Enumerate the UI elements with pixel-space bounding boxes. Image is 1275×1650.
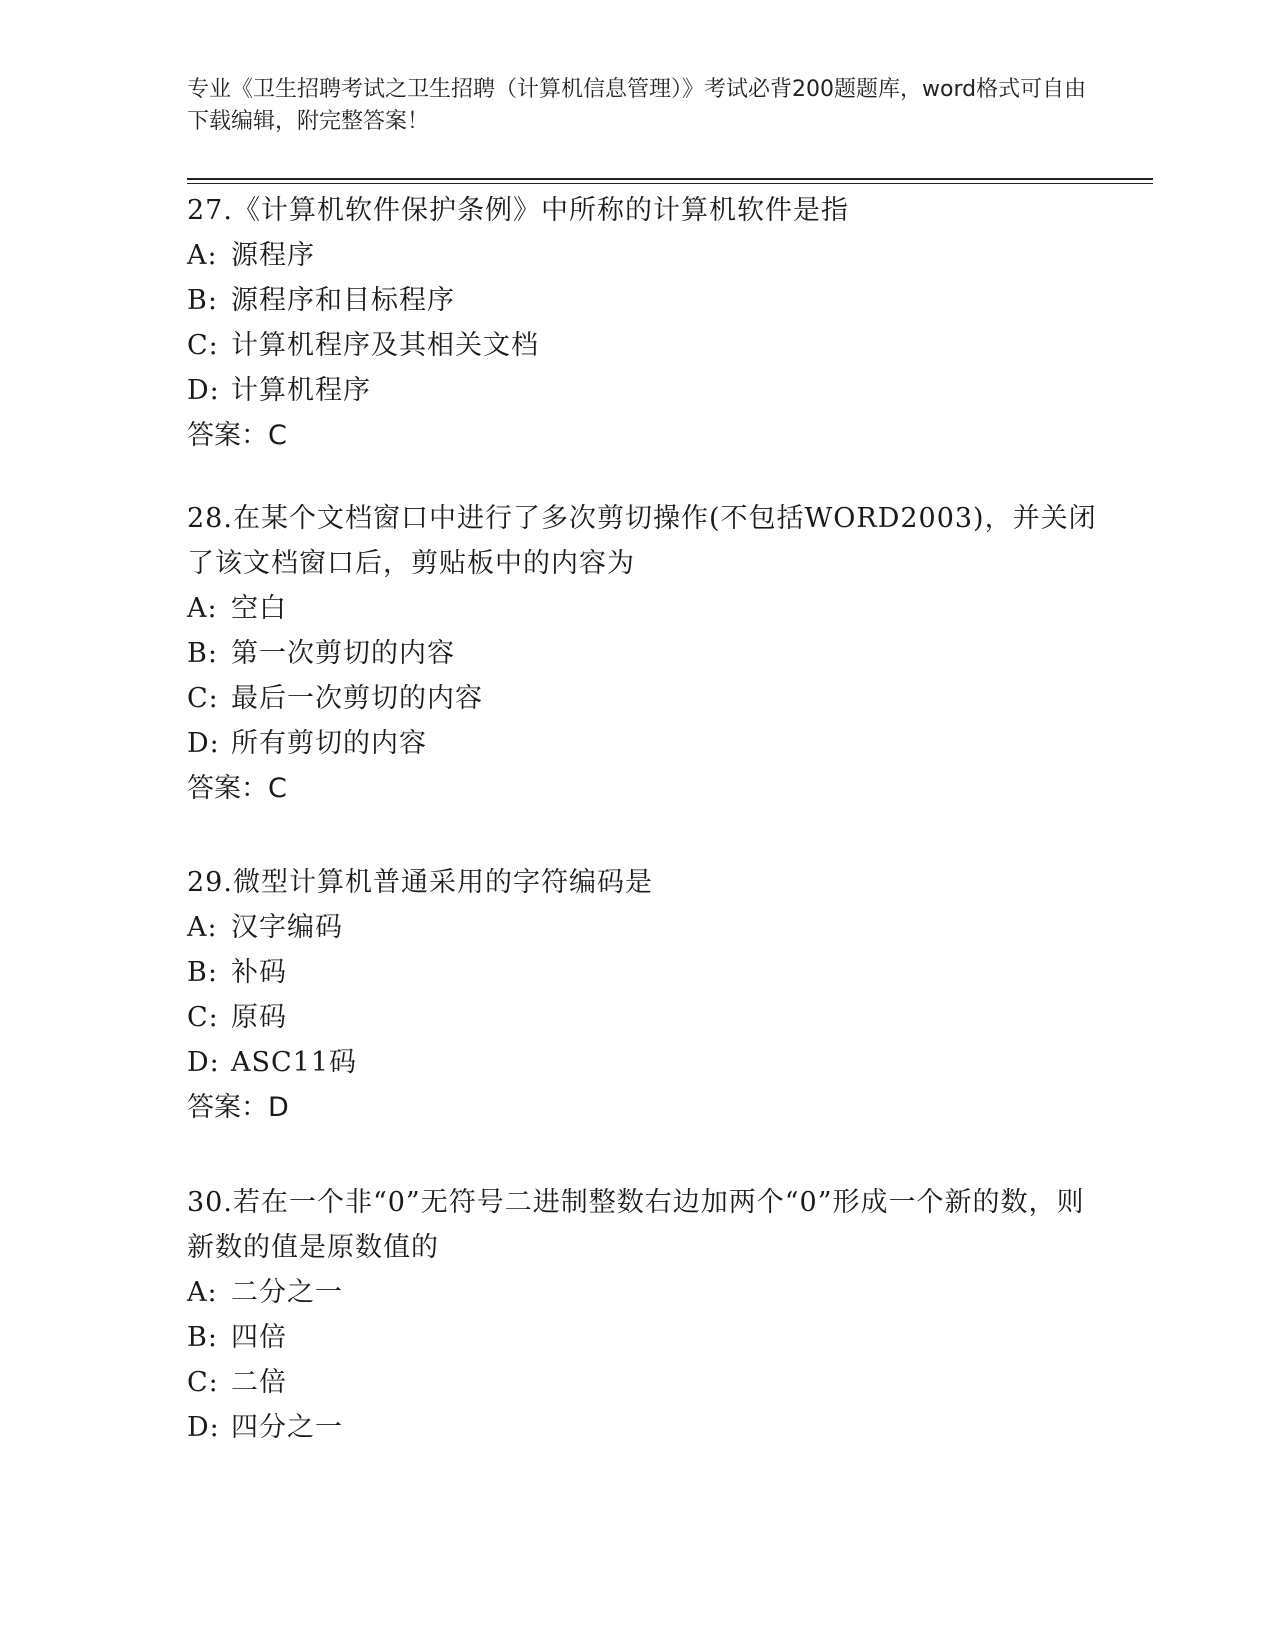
option-text: 四倍 (231, 1322, 287, 1353)
option-text: 所有剪切的内容 (231, 728, 427, 759)
option-text: 补码 (231, 957, 287, 988)
option-letter: C: (187, 1002, 219, 1033)
option-b (187, 278, 1097, 323)
option-letter: D: (187, 1412, 220, 1443)
option-text: 计算机程序 (231, 375, 371, 406)
option-letter: D: (187, 1047, 220, 1078)
option-text: 原码 (231, 1002, 287, 1033)
option-text: ASC11码 (231, 1047, 358, 1078)
option-text: 二倍 (231, 1367, 287, 1398)
question-28 (187, 496, 1097, 811)
option-a (187, 586, 1097, 631)
option-letter: C: (187, 683, 219, 714)
question-stem: 29.微型计算机普通采用的字符编码是 (187, 867, 653, 898)
option-letter: A: (187, 593, 218, 624)
answer-label: 答案：D (187, 1092, 289, 1123)
option-d (187, 368, 1097, 413)
option-a (187, 905, 1097, 950)
option-letter: A: (187, 240, 218, 271)
option-b (187, 950, 1097, 995)
question-30 (187, 1180, 1097, 1450)
option-letter: C: (187, 1367, 219, 1398)
question-stem: 28.在某个文档窗口中进行了多次剪切操作(不包括WORD2003)，并关闭了该文档窗口后，剪贴板中的内容为 (187, 503, 1097, 579)
answer-label: 答案：C (187, 420, 287, 451)
option-b (187, 631, 1097, 676)
option-text: 源程序 (231, 240, 315, 271)
option-letter: A: (187, 1277, 218, 1308)
option-letter: D: (187, 728, 220, 759)
option-letter: A: (187, 912, 218, 943)
option-c (187, 323, 1097, 368)
option-text: 汉字编码 (231, 912, 343, 943)
option-c (187, 676, 1097, 721)
option-text: 最后一次剪切的内容 (231, 683, 483, 714)
option-text: 空白 (231, 593, 287, 624)
option-letter: C: (187, 330, 219, 361)
option-c (187, 995, 1097, 1040)
option-letter: B: (187, 957, 218, 988)
question-stem: 27.《计算机软件保护条例》中所称的计算机软件是指 (187, 195, 849, 226)
option-text: 四分之一 (231, 1412, 343, 1443)
answer-label: 答案：C (187, 773, 287, 804)
option-b (187, 1315, 1097, 1360)
header-divider (187, 178, 1153, 184)
question-27 (187, 188, 1097, 458)
question-29 (187, 860, 1097, 1130)
question-stem: 30.若在一个非“0”无符号二进制整数右边加两个“0”形成一个新的数，则新数的值是原数值的 (187, 1187, 1085, 1263)
option-letter: B: (187, 285, 218, 316)
option-letter: B: (187, 1322, 218, 1353)
option-a (187, 1270, 1097, 1315)
option-letter: B: (187, 638, 218, 669)
option-a (187, 233, 1097, 278)
document-header: 专业《卫生招聘考试之卫生招聘（计算机信息管理）》考试必背200题题库，word格式可自由下载编辑，附完整答案！ (187, 77, 1087, 134)
option-letter: D: (187, 375, 220, 406)
option-d (187, 1040, 1097, 1085)
option-text: 二分之一 (231, 1277, 343, 1308)
option-text: 计算机程序及其相关文档 (231, 330, 539, 361)
option-d (187, 1405, 1097, 1450)
option-d (187, 721, 1097, 766)
option-text: 第一次剪切的内容 (231, 638, 455, 669)
option-c (187, 1360, 1097, 1405)
option-text: 源程序和目标程序 (231, 285, 455, 316)
